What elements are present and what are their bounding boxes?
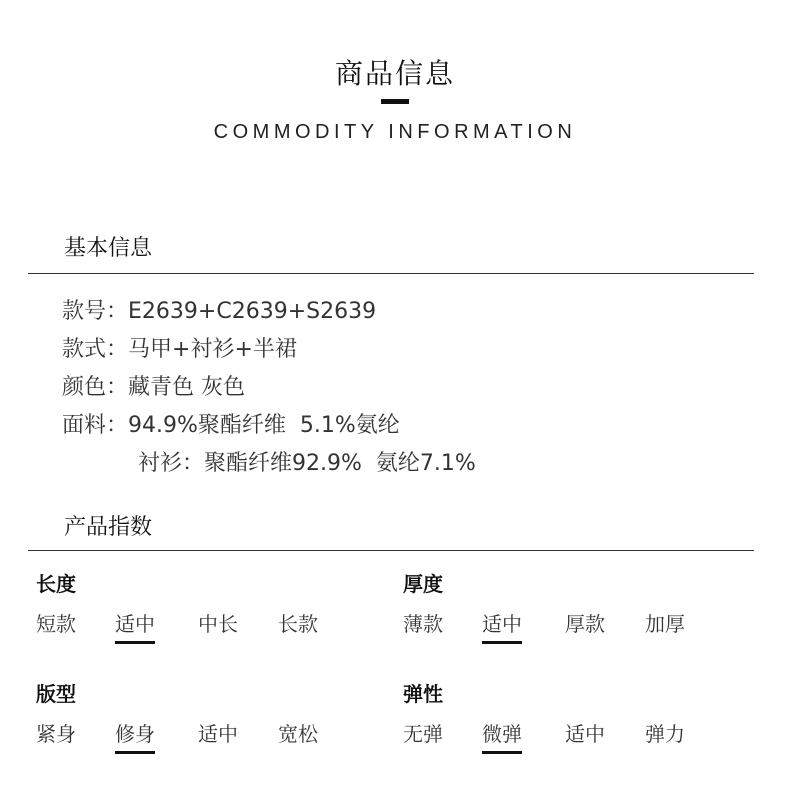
index-option: 紧身: [36, 722, 76, 746]
index-option-selected: 微弹: [482, 718, 522, 754]
index-option: 短款: [36, 612, 76, 636]
basic-info-heading: 基本信息: [64, 236, 153, 261]
info-row-style-no: [62, 294, 376, 325]
info-row-color: [62, 370, 245, 401]
index-group-label: 弹性: [403, 682, 443, 706]
page-title-cn: 商品信息: [334, 57, 455, 90]
index-option-selected: 修身: [115, 718, 155, 754]
info-label: 款式：: [62, 337, 129, 362]
info-value: 藏青色 灰色: [128, 375, 246, 400]
index-option-selected: 适中: [115, 608, 155, 644]
index-option: 加厚: [645, 612, 685, 636]
title-divider: [381, 99, 409, 104]
index-option: 弹力: [645, 722, 685, 746]
index-option: 薄款: [403, 612, 443, 636]
index-option: 厚款: [565, 612, 605, 636]
index-group-label: 长度: [36, 572, 76, 596]
info-label: 颜色：: [62, 375, 129, 400]
info-row-shirt-fabric: 衬衫：聚酯纤维92.9% 氨纶7.1%: [138, 451, 476, 476]
product-index-heading: 产品指数: [64, 515, 153, 540]
info-row-style: [62, 332, 297, 363]
index-option: 长款: [278, 612, 318, 636]
index-option: 适中: [198, 722, 238, 746]
index-option: 无弹: [403, 722, 443, 746]
index-option: 中长: [198, 612, 238, 636]
info-label: 款号：: [62, 299, 129, 324]
info-value: 94.9%聚酯纤维 5.1%氨纶: [128, 413, 400, 438]
index-group-label: 版型: [36, 682, 76, 706]
page-title-en: COMMODITY INFORMATION: [213, 121, 577, 143]
info-value: 马甲+衬衫+半裙: [128, 337, 297, 362]
info-value: E2639+C2639+S2639: [128, 299, 377, 324]
index-option: 宽松: [278, 722, 318, 746]
basic-info-rule: [28, 273, 754, 274]
index-group-label: 厚度: [403, 572, 443, 596]
info-label: 面料：: [62, 413, 129, 438]
info-row-fabric: [62, 408, 400, 439]
index-option: 适中: [565, 722, 605, 746]
index-option-selected: 适中: [482, 608, 522, 644]
product-index-rule: [28, 550, 754, 551]
